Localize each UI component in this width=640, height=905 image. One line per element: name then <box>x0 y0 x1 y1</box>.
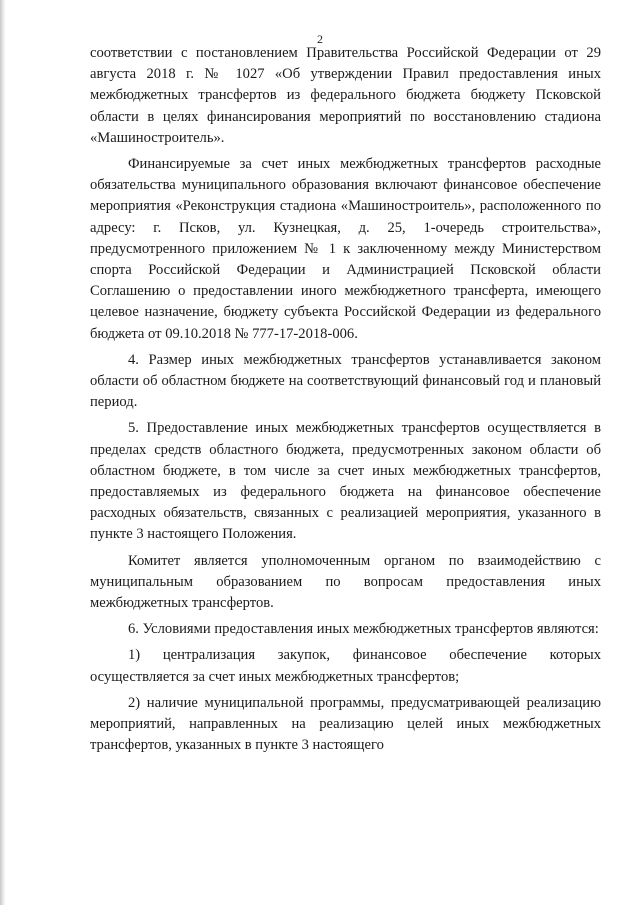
page-number: 2 <box>317 32 323 46</box>
paragraph-item-4: 4. Размер иных межбюджетных трансфертов устанавливается законом области об областном бюджете на соответствующий финансовый год и плановый период. <box>90 351 601 411</box>
paragraph-intro-continuation: соответствии с постановлением Правительства Российской Федерации от 29 августа 2018 г. № 1027 «Об утверждении Правил предоставления иных межбюджетных трансфертов из федерального бюджета бюджету Псковской области в целях финансирования мероприятий по восстановлению стадиона «Машиностроитель». <box>90 45 601 146</box>
document-body <box>90 43 601 762</box>
scan-edge-shadow <box>0 0 6 905</box>
paragraph-item-5: 5. Предоставление иных межбюджетных трансфертов осуществляется в пределах средств областного бюджета, предусмотренных законом области об областном бюджете, в том числе за счет иных межбюджетных трансфертов, предоставляемых из федерального бюджета на финансовое обеспечение расходных обязательств, связанных с реализацией мероприятия, указанного в пункте 3 настоящего Положения. <box>90 420 601 543</box>
paragraph-committee: Комитет является уполномоченным органом по взаимодействию с муниципальным образованием по вопросам предоставления иных межбюджетных трансфертов. <box>90 552 601 612</box>
paragraph-item-6: 6. Условиями предоставления иных межбюджетных трансфертов являются: <box>128 621 599 638</box>
paragraph-condition-1: 1) централизация закупок, финансовое обеспечение которых осуществляется за счет иных межбюджетных трансфертов; <box>90 647 601 685</box>
paragraph-condition-2: 2) наличие муниципальной программы, предусматривающей реализацию мероприятий, направленных на реализацию целей иных межбюджетных трансфертов, указанных в пункте 3 настоящего <box>90 694 601 754</box>
paragraph-financed-obligations: Финансируемые за счет иных межбюджетных трансфертов расходные обязательства муниципального образования включают финансовое обеспечение мероприятия «Реконструкция стадиона «Машиностроитель», расположенного по адресу: г. Псков, ул. Кузнецкая, д. 25, 1-очередь строительства», предусмотренного приложением № 1 к заключенному между Министерством спорта Российской Федерации и Администрацией Псковской области Соглашению о предоставлении иного межбюджетного трансферта, имеющего целевое назначение, бюджету субъекта Российской Федерации из федерального бюджета от 09.10.2018 № 777-17-2018-006. <box>90 156 601 342</box>
